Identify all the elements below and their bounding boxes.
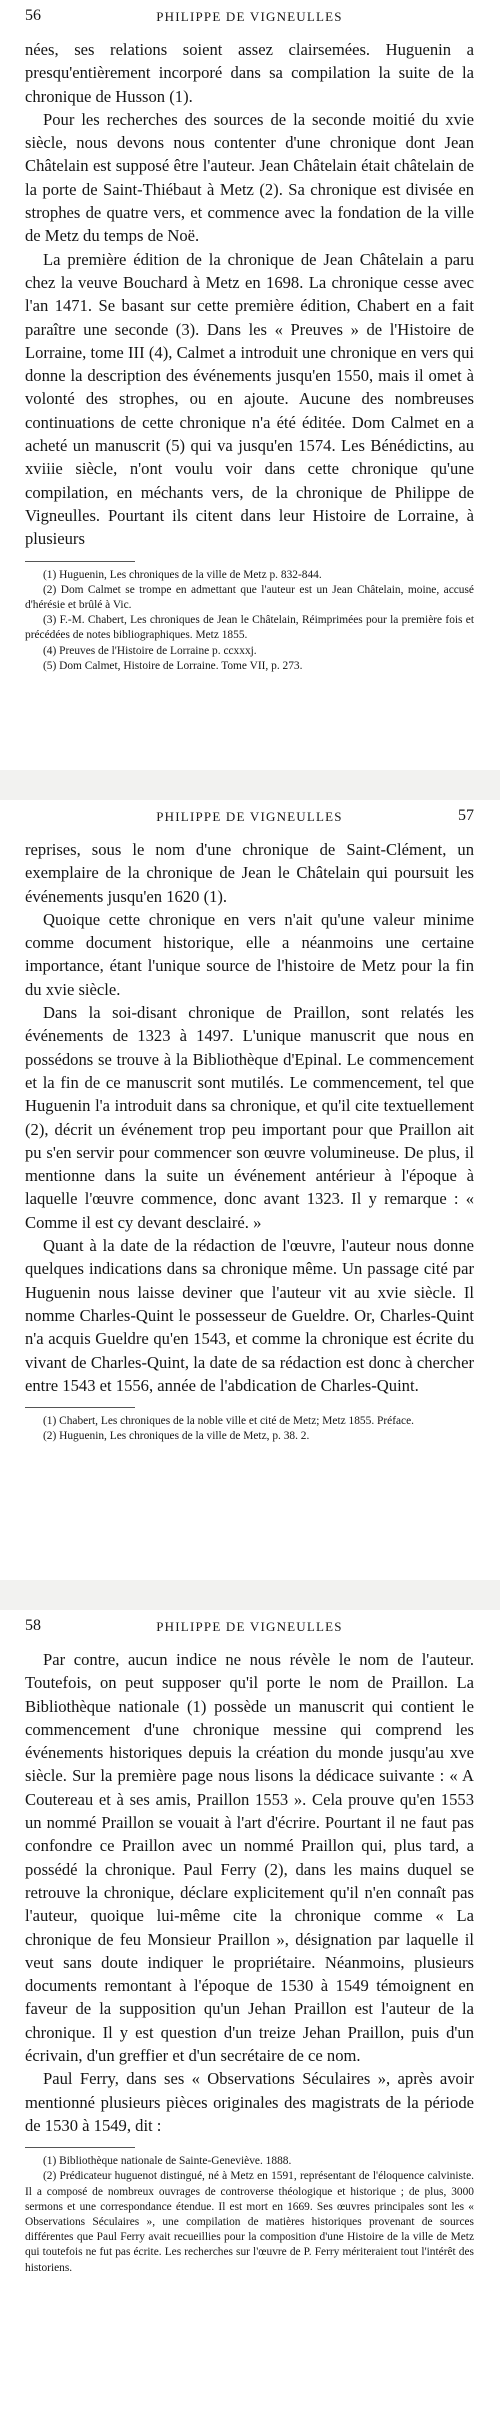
running-head bbox=[25, 1610, 474, 1648]
footnotes bbox=[25, 1414, 474, 1444]
paragraph: Paul Ferry, dans ses « Observations Séculaires », après avoir mentionné plusieurs pièces originales des magistrats de la période de 1530 à 1549, dit : bbox=[25, 2069, 474, 2135]
footnotes bbox=[25, 2154, 474, 2276]
footnotes bbox=[25, 568, 474, 674]
footnote-rule bbox=[25, 1407, 135, 1408]
page-gap bbox=[0, 1580, 500, 1610]
page-number: 58 bbox=[25, 1617, 41, 1634]
footnote-rule bbox=[25, 561, 135, 562]
footnote: (1) Bibliothèque nationale de Sainte-Geneviève. 1888. bbox=[43, 2155, 292, 2168]
paragraph: La première édition de la chronique de Jean Châtelain a paru chez la veuve Bouchard à Metz en 1698. La chronique cesse avec l'an 1471. Se basant sur cette première édition, Chabert en a fait paraître une seconde (3). Dans les « Preuves » de l'Histoire de Lorraine, tome III (4), Calmet a introduit une chronique en vers qui donne la description des événements jusqu'en 1550, mais il omet à volonté des strophes, ou en ajoute. Aucune des nombreuses continuations de cette chronique n'a été éditée. Dom Calmet en a acheté un manuscrit (5) qui va jusqu'en 1574. Les Bénédictins, au xviiie siècle, n'ont voulu voir dans cette chronique qu'une compilation, en méchants vers, de la chronique de Philippe de Vigneulles. Pourtant ils citent dans leur Histoire de Lorraine, à plusieurs bbox=[25, 249, 474, 549]
paragraph: Pour les recherches des sources de la seconde moitié du xvie siècle, nous devons nous contenter d'une chronique dont Jean Châtelain est supposé être l'auteur. Jean Châtelain était châtelain de la porte de Saint-Thiébaut à Metz (2). Sa chronique est divisée en strophes de quatre vers, et commence avec la fondation de la ville de Metz du temps de Noë. bbox=[25, 109, 474, 246]
footnote: (2) Prédicateur huguenot distingué, né à Metz en 1591, représentant de l'éloquence calviniste. Il a composé de nombreux ouvrages de controverse théologique et historique ; de plus, 3000 sermons et une correspondance étendue. Il est mort en 1669. Ses œuvres principales sont les « Observations Séculaires », une compilation de matières historiques provenant de sources différentes que Paul Ferry avait recueillies pour la composition d'une Histoire de la ville de Metz qui toutefois ne fut pas écrite. Les recherches sur l'œuvre de P. Ferry mériteraient tout l'intérêt des historiens. bbox=[25, 2170, 474, 2274]
page-number: 57 bbox=[458, 807, 474, 824]
running-title: PHILIPPE DE VIGNEULLES bbox=[156, 809, 343, 824]
page-gap bbox=[0, 770, 500, 800]
paragraph: Quant à la date de la rédaction de l'œuvre, l'auteur nous donne quelques indications dans sa chronique même. Un passage cité par Huguenin nous laisse deviner que l'auteur vit au xvie siècle. Il nomme Charles-Quint le possesseur de Gueldre. Or, Charles-Quint n'a acquis Gueldre qu'en 1543, et comme la chronique est écrite du vivant de Charles-Quint, la date de sa rédaction est donc à chercher entre 1543 et 1556, année de l'abdication de Charles-Quint. bbox=[25, 1236, 474, 1395]
running-title: PHILIPPE DE VIGNEULLES bbox=[156, 1619, 343, 1634]
book-page-57 bbox=[0, 800, 500, 1580]
paragraph: reprises, sous le nom d'une chronique de Saint-Clément, un exemplaire de la chronique de Jean le Châtelain qui poursuit les événements jusqu'en 1620 (1). bbox=[25, 840, 474, 906]
footnote: (1) Chabert, Les chroniques de la noble ville et cité de Metz; Metz 1855. Préface. bbox=[43, 1415, 415, 1428]
body-text bbox=[25, 1648, 474, 2137]
paragraph: Quoique cette chronique en vers n'ait qu'une valeur minime comme document historique, elle a néanmoins une certaine importance, étant l'unique source de l'histoire de Metz pour la fin du xvie siècle. bbox=[25, 909, 474, 999]
footnote: (2) Dom Calmet se trompe en admettant que l'auteur est un Jean Châtelain, moine, accusé d'hérésie et brûlé à Vic. bbox=[25, 583, 474, 611]
footnote: (5) Dom Calmet, Histoire de Lorraine. Tome VII, p. 273. bbox=[43, 659, 303, 672]
footnote-rule bbox=[25, 2147, 135, 2148]
paragraph: Dans la soi-disant chronique de Praillon, sont relatés les événements de 1323 à 1497. L'unique manuscrit que nous en possédons se trouve à la Bibliothèque d'Epinal. Le commencement et la fin de ce manuscrit sont mutilés. Le commencement, tel que Huguenin l'a introduit dans sa chronique, et qu'il cite textuellement (2), décrit un événement trop peu important pour que Praillon ait pu s'en servir pour commencer son œuvre volumineuse. De plus, il mentionne dans la suite un événement antérieur à l'époque à laquelle l'œuvre commence, donc avant 1323. Il y remarque : « Comme il est cy devant desclairé. » bbox=[25, 1003, 474, 1232]
book-page-56 bbox=[0, 0, 500, 770]
paragraph: nées, ses relations soient assez clairsemées. Huguenin a presqu'entièrement incorporé dans sa compilation la suite de la chronique de Husson (1). bbox=[25, 40, 474, 106]
running-head bbox=[25, 800, 474, 838]
footnote: (1) Huguenin, Les chroniques de la ville de Metz p. 832-844. bbox=[43, 568, 322, 581]
body-text bbox=[25, 838, 474, 1397]
paragraph: Par contre, aucun indice ne nous révèle le nom de l'auteur. Toutefois, on peut supposer qu'il porte le nom de Praillon. La Bibliothèque nationale (1) possède un manuscrit qui contient le commencement d'une chronique messine qui comprend les événements historiques depuis la création du monde jusqu'au xve siècle. Sur la première page nous lisons la dédicace suivante : « A Coutereau et à ses amis, Praillon 1553 ». Cela prouve qu'en 1553 un nommé Praillon se vouait à l'art d'écrire. Pourtant il ne faut pas confondre ce Praillon avec un nommé Praillon qui, plus tard, a possédé la chronique. Paul Ferry (2), dans les mains duquel se retrouve la chronique, déclare explicitement qu'il n'en connaît pas l'auteur, quoique lui-même cite la chronique comme « La chronique de feu Monsieur Praillon », désignation par laquelle il veut sans doute indiquer le propriétaire. Néanmoins, plusieurs documents remontant à l'époque de 1530 à 1549 témoignent en faveur de la supposition qu'un Jehan Praillon est l'auteur de la chronique. Il y est question d'un treize Jehan Praillon, puis d'un écrivain, d'un greffier et d'un secrétaire de ce nom. bbox=[25, 1650, 474, 2066]
running-head bbox=[25, 0, 474, 38]
footnote: (2) Huguenin, Les chroniques de la ville de Metz, p. 38. 2. bbox=[43, 1430, 310, 1443]
page-number: 56 bbox=[25, 7, 41, 24]
running-title: PHILIPPE DE VIGNEULLES bbox=[156, 9, 343, 24]
footnote: (3) F.-M. Chabert, Les chroniques de Jean le Châtelain, Réimprimées pour la première fois et précédées de notes bibliographiques. Metz 1855. bbox=[25, 614, 474, 642]
footnote: (4) Preuves de l'Histoire de Lorraine p. ccxxxj. bbox=[43, 644, 257, 657]
body-text bbox=[25, 38, 474, 551]
book-page-58 bbox=[0, 1610, 500, 2435]
